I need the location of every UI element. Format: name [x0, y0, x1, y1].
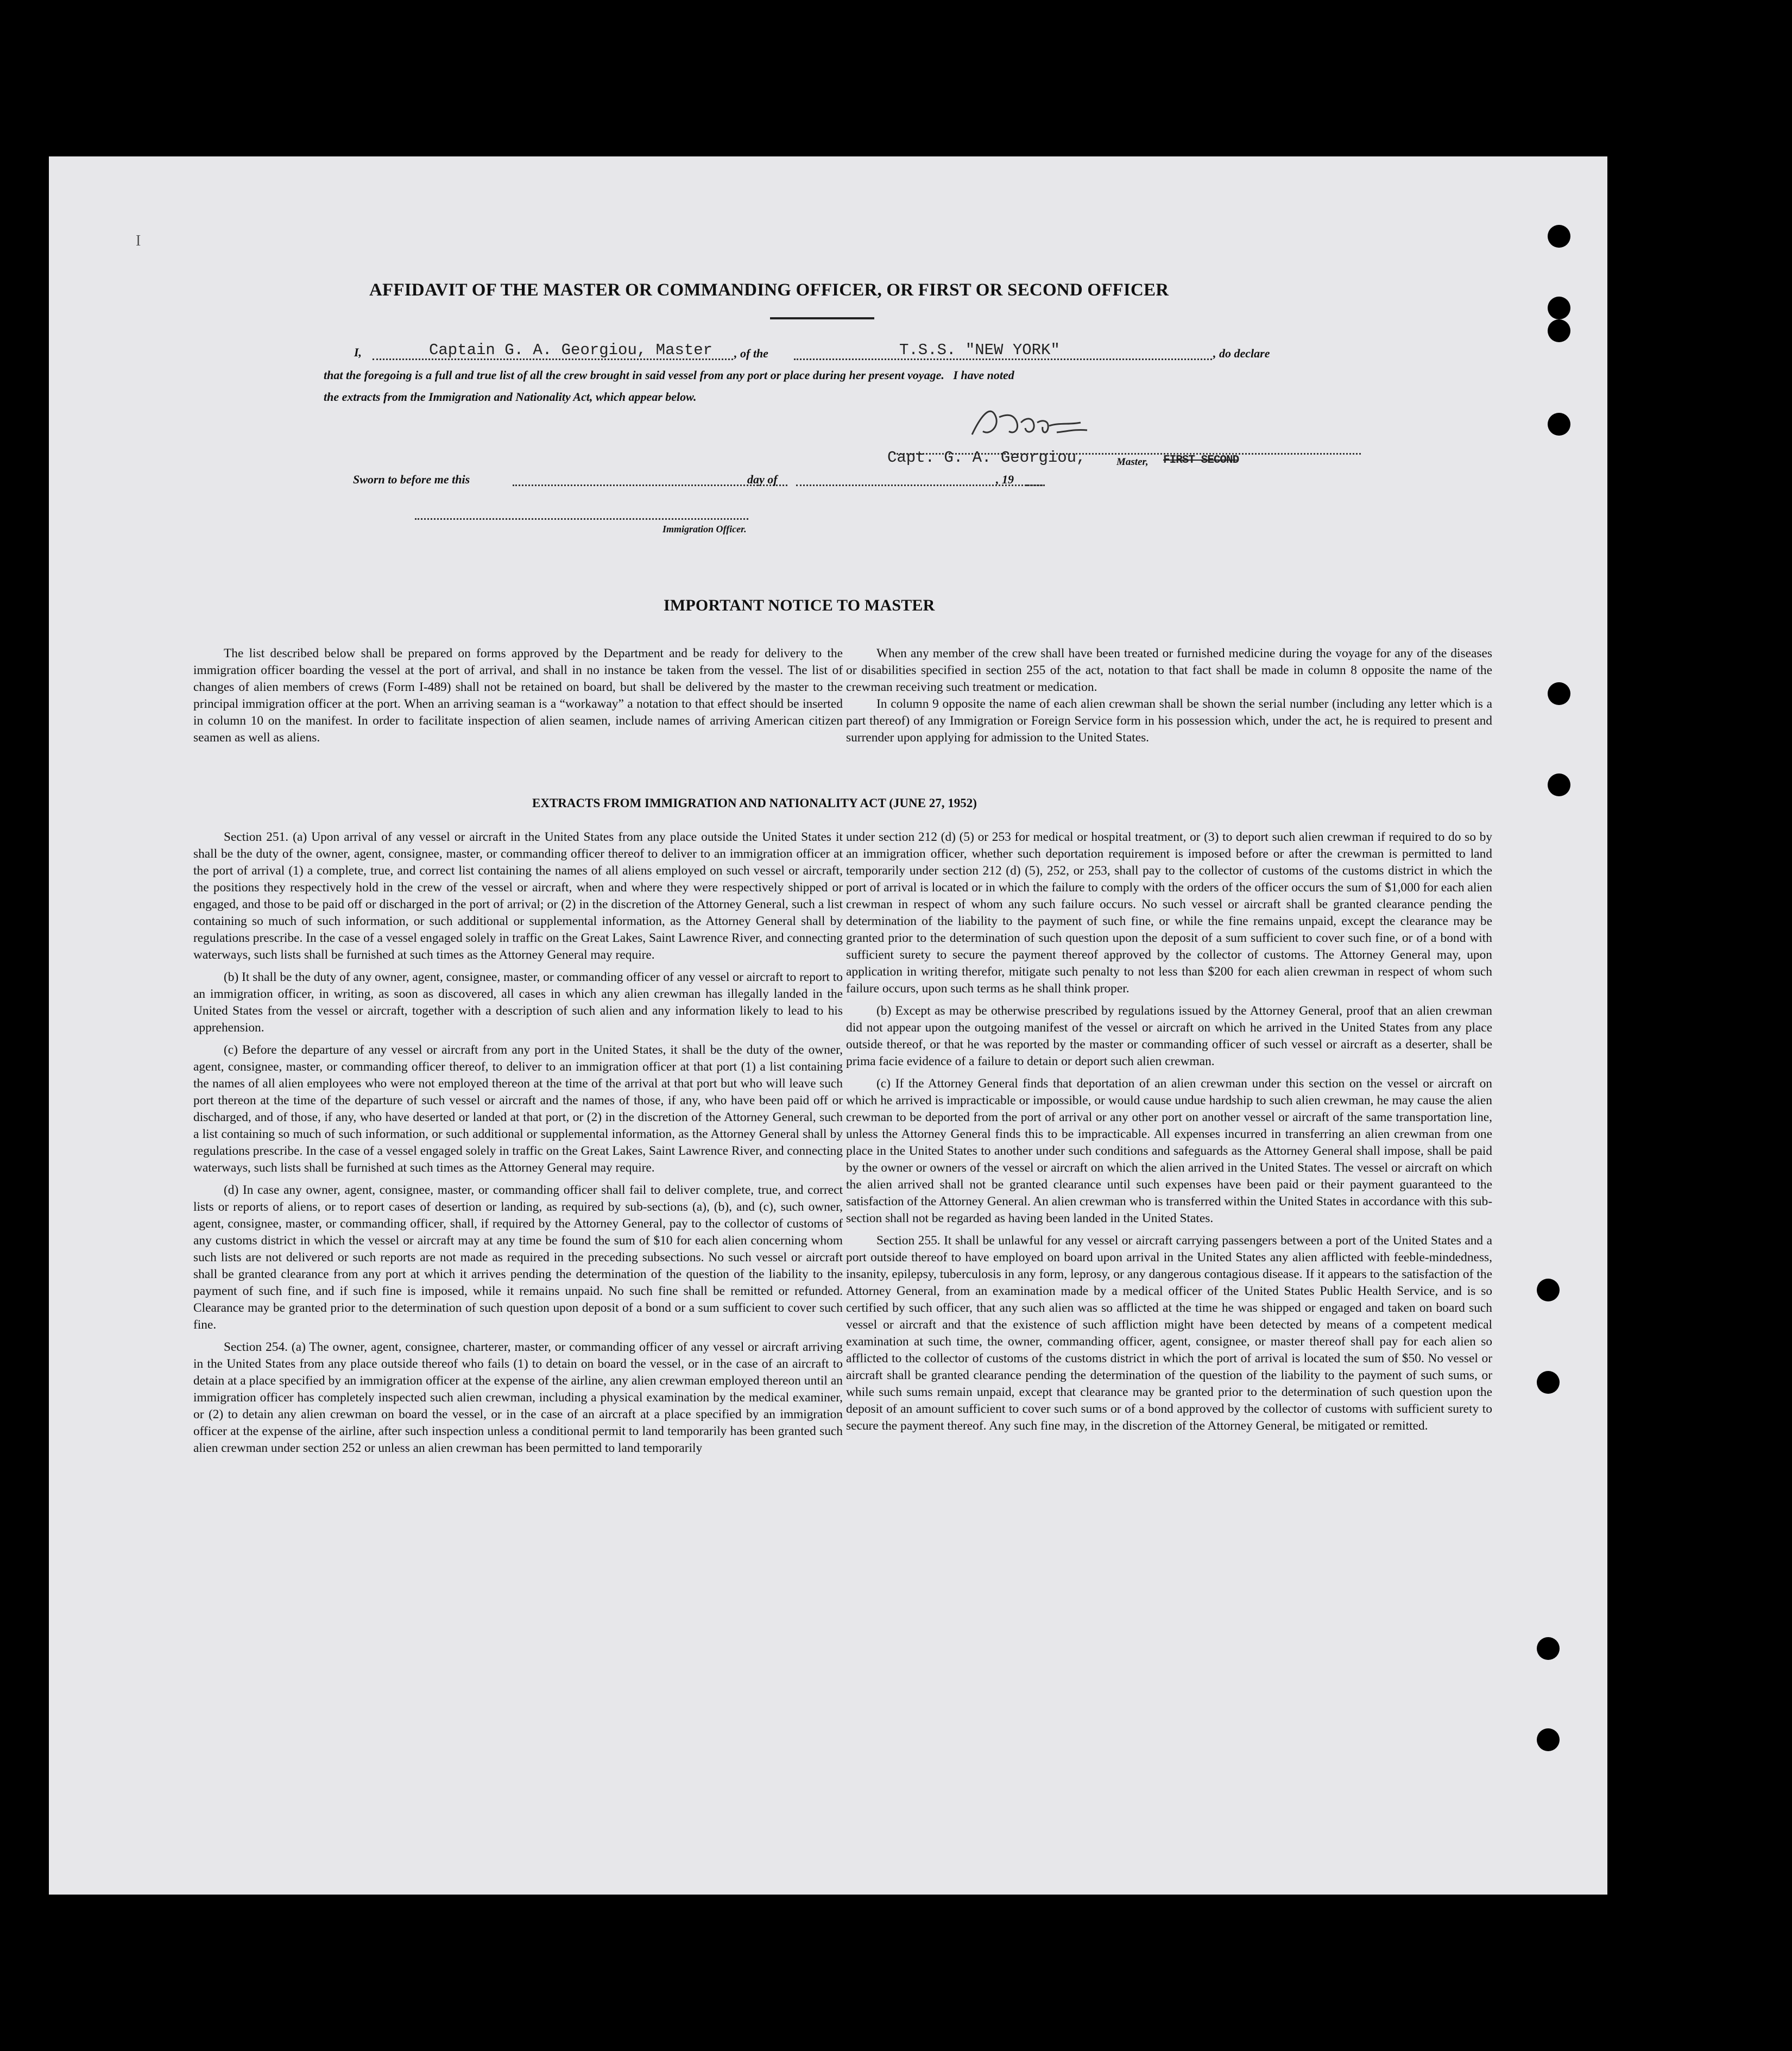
- of-the-label: , of the: [734, 347, 768, 360]
- document-page: [49, 156, 1607, 1895]
- section-255: Section 255. It shall be unlawful for any vessel or aircraft carrying passengers between a port of the United States and a port outside thereof to have employed on board upon arrival in the United States any alien afflicted with feeble-mindedness, insanity, epilepsy, tuberculosis in any form, leprosy, or any dangerous contagious disease. If it appears to the satisfaction of the Attorney General, from an examination made by a medical officer of the United States Public Health Service, and is so certified by such officer, that any such alien was so afflicted at the time he was shipped or engaged and taken on board such vessel or aircraft and that the existence of such affliction might have been detected by means of a competent medical examination at such time, the owner, commanding officer, agent, consignee, or master thereof shall pay for each alien so afflicted to the collector of customs of the customs district in which the port of arrival is located the sum of $50. No vessel or aircraft shall be granted clearance pending the determination of the question of the liability to the payment of such sums, or while such sums remain unpaid, except that clearance may be granted prior to the determination of such question upon the deposit of an amount sufficient to cover such sums or of a bond approved by the collector of customs with sufficient surety to secure the payment thereof. Any such fine may, in the discretion of the Attorney General, be mitigated or remitted.: [846, 1234, 1492, 1433]
- immigration-officer-label: Immigration Officer.: [662, 524, 747, 534]
- binder-hole-icon: [1548, 225, 1570, 248]
- section-254a: Section 254. (a) The owner, agent, consignee, charterer, master, or commanding officer of any vessel or aircraft arriving in the United States from any place outside thereof who fails (1) to detain on board the vessel, or in the case of an aircraft to detain at a place specified by an immigration officer at the expense of the airline, any alien crewman employed thereon until an immigration officer has completely inspected such alien crewman, including a physical examination by the medical examiner, or (2) to detain any alien crewman on board the vessel, or in the case of an aircraft at a place specified by an immigration officer at the expense of the airline, after such inspection unless a conditional permit to land temporarily has been granted such alien crewman under section 252 or unless an alien crewman has been permitted to land temporarily: [193, 1340, 843, 1455]
- vessel-name-field: T.S.S. "NEW YORK": [899, 341, 1060, 359]
- binder-hole-icon: [1548, 297, 1570, 319]
- notice-right-paragraph: In column 9 opposite the name of each alien crewman shall be shown the serial number (including any letter which is a part thereof) of any Immigration or Foreign Service form in his possession which, under the act, he is required to present and surrender upon applying for admission to the United States.: [846, 697, 1492, 745]
- binder-hole-icon: [1548, 682, 1570, 705]
- declaration-line-3: the extracts from the Immigration and Nationality Act, which appear below.: [324, 390, 697, 404]
- binder-hole-icon: [1548, 319, 1570, 342]
- day-of-label: day of: [747, 473, 778, 486]
- declaration-line-2: that the foregoing is a full and true list of all the crew brought in said vessel from any port or place during her present voyage. I have noted: [324, 368, 1014, 382]
- struck-officer-text: FIRST SECOND: [1163, 454, 1239, 467]
- section-251b: (b) It shall be the duty of any owner, agent, consignee, master, or commanding officer of any vessel or aircraft to report to an immigration officer, in writing, as soon as discovered, all cases in which any alien crewman has illegally landed in the United States from the vessel or aircraft, together with a description of such alien and any information likely to lead to his apprehension.: [193, 970, 843, 1035]
- extracts-right-column: [846, 829, 1492, 1435]
- sworn-label: Sworn to before me this: [353, 473, 470, 486]
- extracts-title: EXTRACTS FROM IMMIGRATION AND NATIONALITY ACT (JUNE 27, 1952): [532, 796, 977, 810]
- notice-left-column: [193, 645, 843, 746]
- signature-typed: Capt. G. A. Georgiou,: [887, 449, 1086, 467]
- section-254b: (b) Except as may be otherwise prescribed by regulations issued by the Attorney General, proof that an alien crewman did not appear upon the outgoing manifest of the vessel or aircraft on which he arrived in the United States from any place outside thereof, or that he was reported by the master or commanding officer of such vessel or aircraft as a deserter, shall be prima facie evidence of a failure to detain or deport such alien crewman.: [846, 1004, 1492, 1068]
- notice-title: IMPORTANT NOTICE TO MASTER: [664, 596, 935, 614]
- sworn-date-line: [513, 485, 787, 486]
- notice-left-paragraph: The list described below shall be prepared on forms approved by the Department and be ready for delivery to the immigration officer boarding the vessel at the port of arrival, and shall in no instance be taken from the vessel. The list of changes of alien members of crews (Form I-489) shall not be retained on board, but shall be delivered by the master to the principal immigration officer at the port. When an arriving seaman is a “workaway” a notation to that effect should be inserted in column 10 on the manifest. In order to facilitate inspection of alien seamen, include names of arriving American citizen seamen as well as aliens.: [193, 646, 843, 745]
- notice-right-paragraph: When any member of the crew shall have been treated or furnished medicine during the voyage for any of the diseases or disabilities specified in section 255 of the act, notation to that fact shall be made in column 8 opposite the name of the crewman receiving such treatment or medication.: [846, 646, 1492, 694]
- binder-hole-icon: [1548, 773, 1570, 796]
- binder-hole-icon: [1537, 1279, 1560, 1301]
- binder-hole-icon: [1537, 1728, 1560, 1751]
- master-label: Master,: [1116, 456, 1149, 468]
- affidavit-title: AFFIDAVIT OF THE MASTER OR COMMANDING OFFICER, OR FIRST OR SECOND OFFICER: [369, 280, 1169, 300]
- extracts-left-column: [193, 829, 843, 1457]
- binder-hole-icon: [1537, 1371, 1560, 1394]
- section-251c: (c) Before the departure of any vessel or aircraft from any port in the United States, it shall be the duty of the owner, agent, consignee, master, or commanding officer thereof, to deliver to an immigration officer at that port (1) a list containing the names of all alien employees who were not employed thereon at the time of the arrival at that port but who will leave such port thereon at the time of the departure of such vessel or aircraft and the names of those, if any, who have been paid off or discharged, and of those, if any, who have deserted or landed at that port, or (2) in the discretion of the Attorney General, such a list containing so much of such information, or such additional or supplemental information, as the Attorney General shall by regulations prescribe. In the case of a vessel engaged solely in traffic on the Great Lakes, Saint Lawrence River, and connecting waterways, such lists shall be furnished at such times as the Attorney General may require.: [193, 1043, 843, 1175]
- binder-hole-icon: [1548, 413, 1570, 436]
- title-rule: [770, 317, 874, 319]
- section-251d: (d) In case any owner, agent, consignee, master, or commanding officer shall fail to deliver complete, true, and correct lists or reports of aliens, or to report cases of desertion or landing, as required by sub-sections (a), (b), and (c), such owner, agent, consignee, master, or commanding officer, shall, if required by the Attorney General, pay to the collector of customs of any customs district in which the vessel or aircraft may at any time be found the sum of $10 for each alien concerning whom such lists are not delivered or such reports are not made as required in the preceding subsections. No such vessel or aircraft shall be granted clearance from any port at which it arrives pending the determination of the question of the liability to the payment of such fine, and if such fine is imposed, while it remains unpaid. No such fine shall be remitted or refunded. Clearance may be granted prior to the determination of such question upon deposit of a bond or a sum sufficient to cover such fine.: [193, 1183, 843, 1332]
- year-line: [1026, 485, 1045, 486]
- year-label: , 19: [996, 473, 1014, 486]
- margin-mark: I: [136, 232, 141, 249]
- signature-icon: [961, 401, 1102, 450]
- section-254a-continued: under section 212 (d) (5) or 253 for medical or hospital treatment, or (3) to deport such alien crewman if required to do so by an immigration officer, whether such deportation requirement is imposed before or after the crewman is permitted to land temporarily under section 212 (d) (5), 252, or 253, shall pay to the collector of customs of the customs district in which the port of arrival is located or in which the failure to comply with the orders of the officer occurs the sum of $1,000 for each alien crewman in respect of whom any such failure occurs. No such vessel or aircraft shall be granted clearance pending the determination of the liability to the payment of such fine, or while the fine remains unpaid, except the clearance may be granted prior to the determination of such question upon the deposit of a sum sufficient to cover such fine, or of a bond with sufficient surety to secure the payment thereof approved by the collector of customs. The Attorney General may, upon application in writing therefor, mitigate such penalty to not less than $200 for each alien crewman in respect of whom such failure occurs, upon such terms as he shall think proper.: [846, 830, 1492, 996]
- section-251a: Section 251. (a) Upon arrival of any vessel or aircraft in the United States from any place outside the United States it shall be the duty of the owner, agent, consignee, master, or commanding officer thereof to deliver to an immigration officer at the port of arrival (1) a complete, true, and correct list containing the names of all aliens employed on such vessel or aircraft, the positions they respectively hold in the crew of the vessel or aircraft, when and where they were respectively shipped or engaged, and those to be paid off or discharged in the port of arrival; or (2) in the discretion of the Attorney General, such a list containing so much of such information, or such additional or supplemental information, as the Attorney General shall by regulations prescribe. In the case of a vessel engaged solely in traffic on the Great Lakes, Saint Lawrence River, and connecting waterways, such lists shall be furnished at such times as the Attorney General may require.: [193, 830, 843, 962]
- section-254c: (c) If the Attorney General finds that deportation of an alien crewman under this section on the vessel or aircraft on which he arrived is impracticable or impossible, or would cause undue hardship to such alien crewman, he may cause the alien crewman to be deported from the port of arrival or any other port on another vessel or aircraft of the same transportation line, unless the Attorney General finds this to be impracticable. All expenses incurred in transferring an alien crewman from one place in the United States to another under such conditions and safeguards as the Attorney General shall impose, shall be paid by the owner or owners of the vessel or aircraft on which the alien arrived in the United States. The vessel or aircraft on which the alien arrived shall not be granted clearance until such expenses have been paid or their payment guaranteed to the satisfaction of the Attorney General. An alien crewman who is transferred within the United States in accordance with this sub-section shall not be regarded as having been landed in the United States.: [846, 1077, 1492, 1225]
- i-label: I,: [354, 345, 362, 359]
- notice-right-column: [846, 645, 1492, 746]
- binder-hole-icon: [1537, 1637, 1560, 1660]
- officer-signature-line: [415, 518, 748, 520]
- do-declare-label: , do declare: [1213, 347, 1270, 360]
- master-name-field: Captain G. A. Georgiou, Master: [429, 341, 713, 359]
